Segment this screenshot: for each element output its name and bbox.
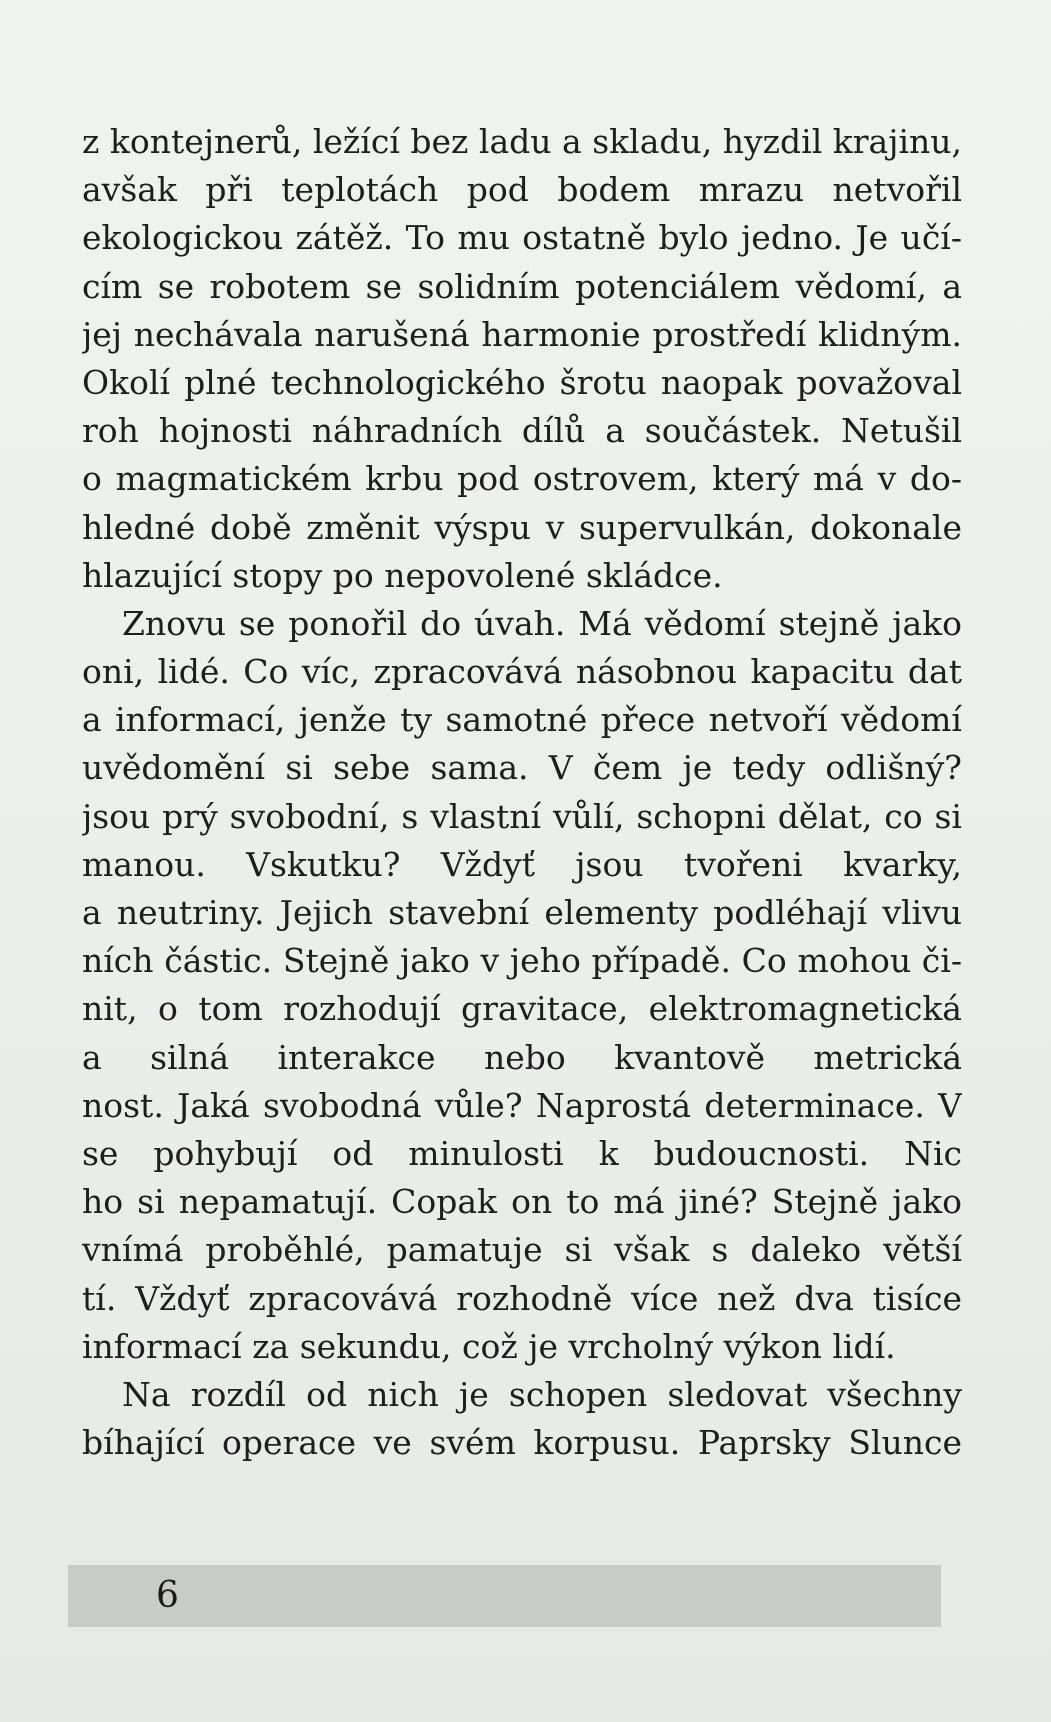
text-line: Znovu se ponořil do úvah. Má vědomí stejně jako xyxy=(122,603,962,643)
text-line: hledné době změnit výspu v supervulkán, dokonale xyxy=(82,507,962,547)
text-line: ekologickou zátěž. To mu ostatně bylo jedno. Je učí- xyxy=(82,218,962,258)
text-line: informací za sekundu, což je vrcholný výkon lidí. xyxy=(82,1326,896,1366)
text-line: Okolí plné technologického šrotu naopak považoval xyxy=(82,362,962,402)
text-line: uvědomění si sebe sama. V čem je tedy odlišný? xyxy=(82,748,962,788)
text-line: vnímá proběhlé, pamatuje si však s daleko větší xyxy=(82,1230,962,1270)
text-line: se pohybují od minulosti k budoucnosti. Nic xyxy=(82,1133,962,1173)
text-line: hlazující stopy po nepovolené skládce. xyxy=(82,555,723,595)
text-line: jej nechávala narušená harmonie prostředí klidným. xyxy=(82,314,962,354)
text-line: avšak při teplotách pod bodem mrazu netvořil xyxy=(82,170,962,210)
text-line: jsou prý svobodní, s vlastní vůlí, schopni dělat, co si xyxy=(82,796,962,836)
text-line: a informací, jenže ty samotné přece netvoří vědomí xyxy=(82,700,962,740)
text-line: o magmatickém krbu pod ostrovem, který má v do- xyxy=(82,459,962,499)
text-line: oni, lidé. Co víc, zpracovává násobnou kapacitu dat xyxy=(82,652,962,692)
text-line: bíhající operace ve svém korpusu. Paprsky Slunce xyxy=(82,1423,962,1463)
text-line: cím se robotem se solidním potenciálem vědomí, a xyxy=(82,266,962,306)
text-line: manou. Vskutku? Vždyť jsou tvořeni kvarky, xyxy=(82,844,962,884)
body-text xyxy=(82,118,962,1467)
text-line: ho si nepamatují. Copak on to má jiné? Stejně jako xyxy=(82,1182,962,1222)
text-line: a neutriny. Jejich stavební elementy podléhají vlivu xyxy=(82,893,962,932)
page-footer-bar xyxy=(68,1565,941,1627)
text-line: roh hojnosti náhradních dílů a součástek. Netušil xyxy=(82,411,962,451)
text-line: tí. Vždyť zpracovává rozhodně více než dva tisíce xyxy=(82,1278,962,1318)
page-number: 6 xyxy=(156,1575,179,1616)
text-line: Na rozdíl od nich je schopen sledovat všechny xyxy=(122,1374,962,1414)
text-line: a silná interakce nebo kvantově metrická xyxy=(82,1037,962,1077)
text-line: z kontejnerů, ležící bez ladu a skladu, hyzdil krajinu, xyxy=(82,122,962,161)
text-line: nit, o tom rozhodují gravitace, elektromagnetická xyxy=(82,989,962,1029)
text-line: nost. Jaká svobodná vůle? Naprostá determinace. V xyxy=(82,1085,962,1125)
text-line: ních částic. Stejně jako v jeho případě. Co mohou či- xyxy=(82,941,962,981)
